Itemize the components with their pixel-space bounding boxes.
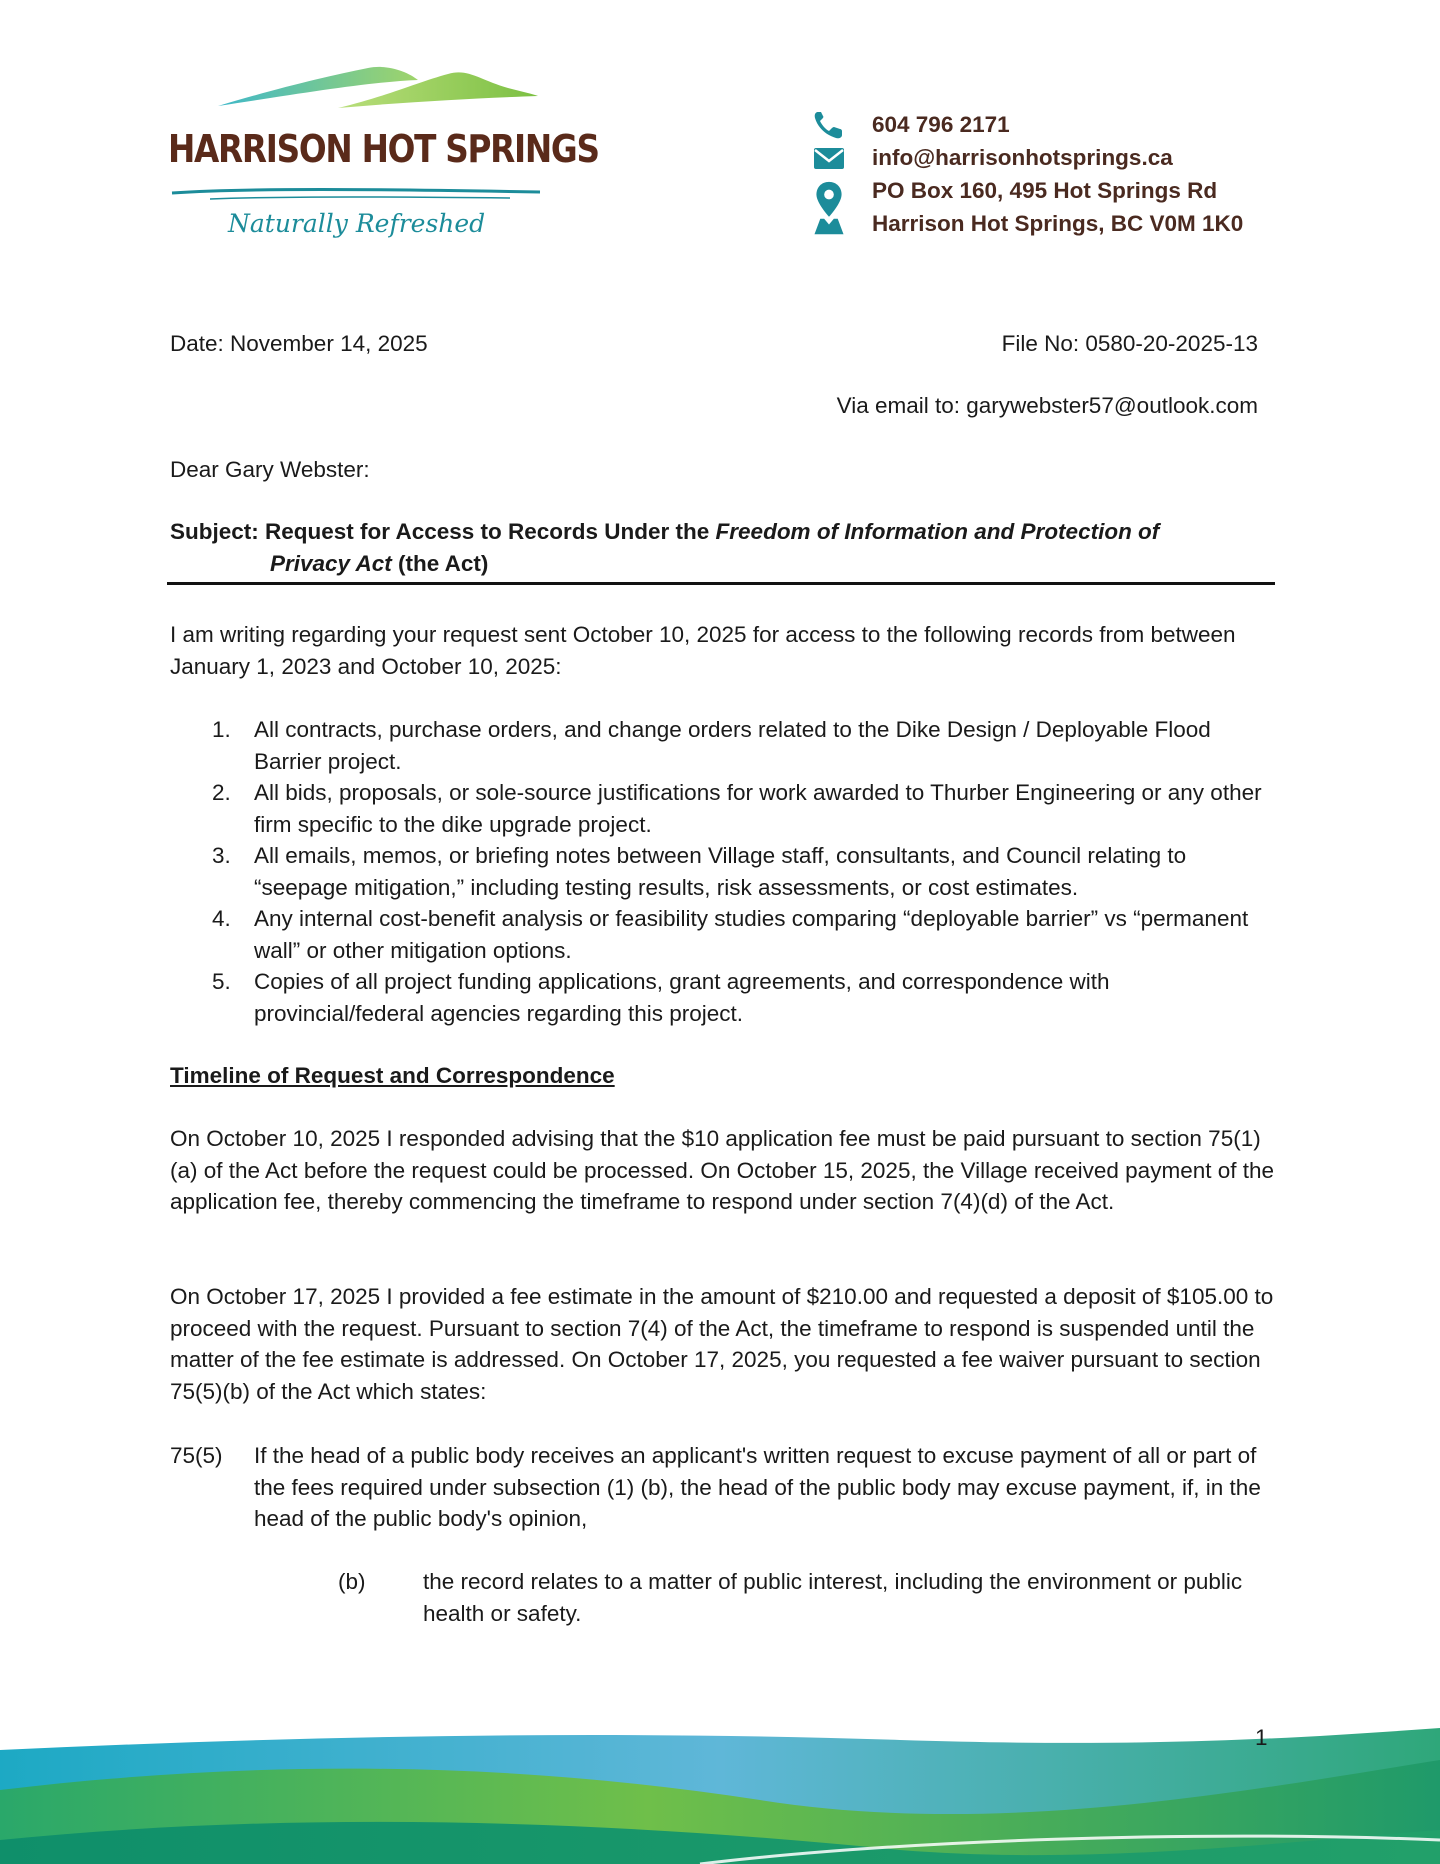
subject-label: Subject: Request for Access to Records Under the (170, 519, 716, 544)
list-item (170, 903, 1275, 966)
brand-name: HARRISON HOT SPRINGS (168, 127, 599, 171)
list-item-text: Copies of all project funding applications, grant agreements, and correspondence with provincial/federal agencies regarding this project. (254, 969, 1110, 1026)
salutation: Dear Gary Webster: (170, 457, 370, 482)
subject-act-title-cont: Privacy Act (270, 550, 392, 576)
letter-date: Date: November 14, 2025 (170, 331, 428, 356)
list-item-number: 4. (212, 906, 231, 931)
statute-section-text: If the head of a public body receives an applicant's written request to excuse payment of all or part of the fees required under subsection (1) (b), the head of the public body may excuse payment, if, in the head of the public body's opinion, (254, 1443, 1261, 1531)
requested-records-list (170, 714, 1275, 1029)
via-email: Via email to: garywebster57@outlook.com (836, 393, 1258, 418)
list-item-text: All bids, proposals, or sole-source justifications for work awarded to Thurber Engineering or any other firm specific to the dike upgrade project. (254, 780, 1262, 837)
list-item (170, 777, 1275, 840)
statute-section-number: 75(5) (170, 1443, 223, 1468)
list-item-text: All emails, memos, or briefing notes between Village staff, consultants, and Council relating to “seepage mitigation,” including testing results, risk assessments, or cost estimates. (254, 843, 1187, 900)
contact-address-line-1: PO Box 160, 495 Hot Springs Rd (872, 178, 1218, 203)
list-item (170, 714, 1275, 777)
subject-suffix: (the Act) (391, 550, 489, 576)
list-item-number: 3. (212, 843, 231, 868)
list-item-text: All contracts, purchase orders, and change orders related to the Dike Design / Deployable Flood Barrier project. (254, 717, 1211, 774)
contact-phone: 604 796 2171 (872, 112, 1010, 137)
file-number: File No: 0580-20-2025-13 (1001, 331, 1258, 356)
email-icon (812, 143, 846, 173)
statute-paragraph-label: (b) (338, 1569, 366, 1594)
timeline-paragraph-2: On October 17, 2025 I provided a fee estimate in the amount of $210.00 and requested a deposit of $105.00 to proceed with the request. Pursuant to section 7(4) of the Act, the timeframe to respond is suspended until the matter of the fee estimate is addressed. On October 17, 2025, you requested a fee waiver pursuant to section 75(5)(b) of the Act which states: (170, 1284, 1274, 1404)
brand-underline-decoration (170, 184, 542, 204)
contact-email[interactable]: info@harrisonhotsprings.ca (872, 145, 1173, 170)
page-number: 1 (1255, 1725, 1268, 1750)
subject-divider (167, 582, 1275, 585)
harrison-hot-springs-logo (168, 62, 599, 252)
phone-icon (812, 110, 846, 140)
subject-act-title: Freedom of Information and Protection of (715, 519, 1160, 544)
timeline-heading: Timeline of Request and Correspondence (170, 1063, 615, 1088)
list-item-text: Any internal cost-benefit analysis or feasibility studies comparing “deployable barrier” vs “permanent wall” or other mitigation options. (254, 906, 1249, 963)
location-pin-icon (812, 180, 846, 240)
list-item-number: 5. (212, 969, 231, 994)
list-item (170, 966, 1275, 1029)
timeline-paragraph-1: On October 10, 2025 I responded advising that the $10 application fee must be paid pursuant to section 75(1)(a) of the Act before the request could be processed. On October 15, 2025, the Village received payment of the application fee, thereby commencing the timeframe to respond under section 7(4)(d) of the Act. (170, 1126, 1275, 1214)
list-item-number: 1. (212, 717, 231, 742)
brand-tagline: Naturally Refreshed (228, 209, 486, 238)
mountain-swoosh-logo-mark (218, 62, 538, 118)
statute-paragraph-text: the record relates to a matter of public interest, including the environment or public health or safety. (423, 1569, 1243, 1626)
footer-wave-decoration (0, 1690, 1440, 1864)
contact-address-line-2: Harrison Hot Springs, BC V0M 1K0 (872, 211, 1244, 236)
intro-paragraph: I am writing regarding your request sent October 10, 2025 for access to the following records from between January 1, 2023 and October 10, 2025: (170, 622, 1236, 679)
subject-line (170, 516, 1275, 579)
list-item-number: 2. (212, 780, 231, 805)
list-item (170, 840, 1275, 903)
